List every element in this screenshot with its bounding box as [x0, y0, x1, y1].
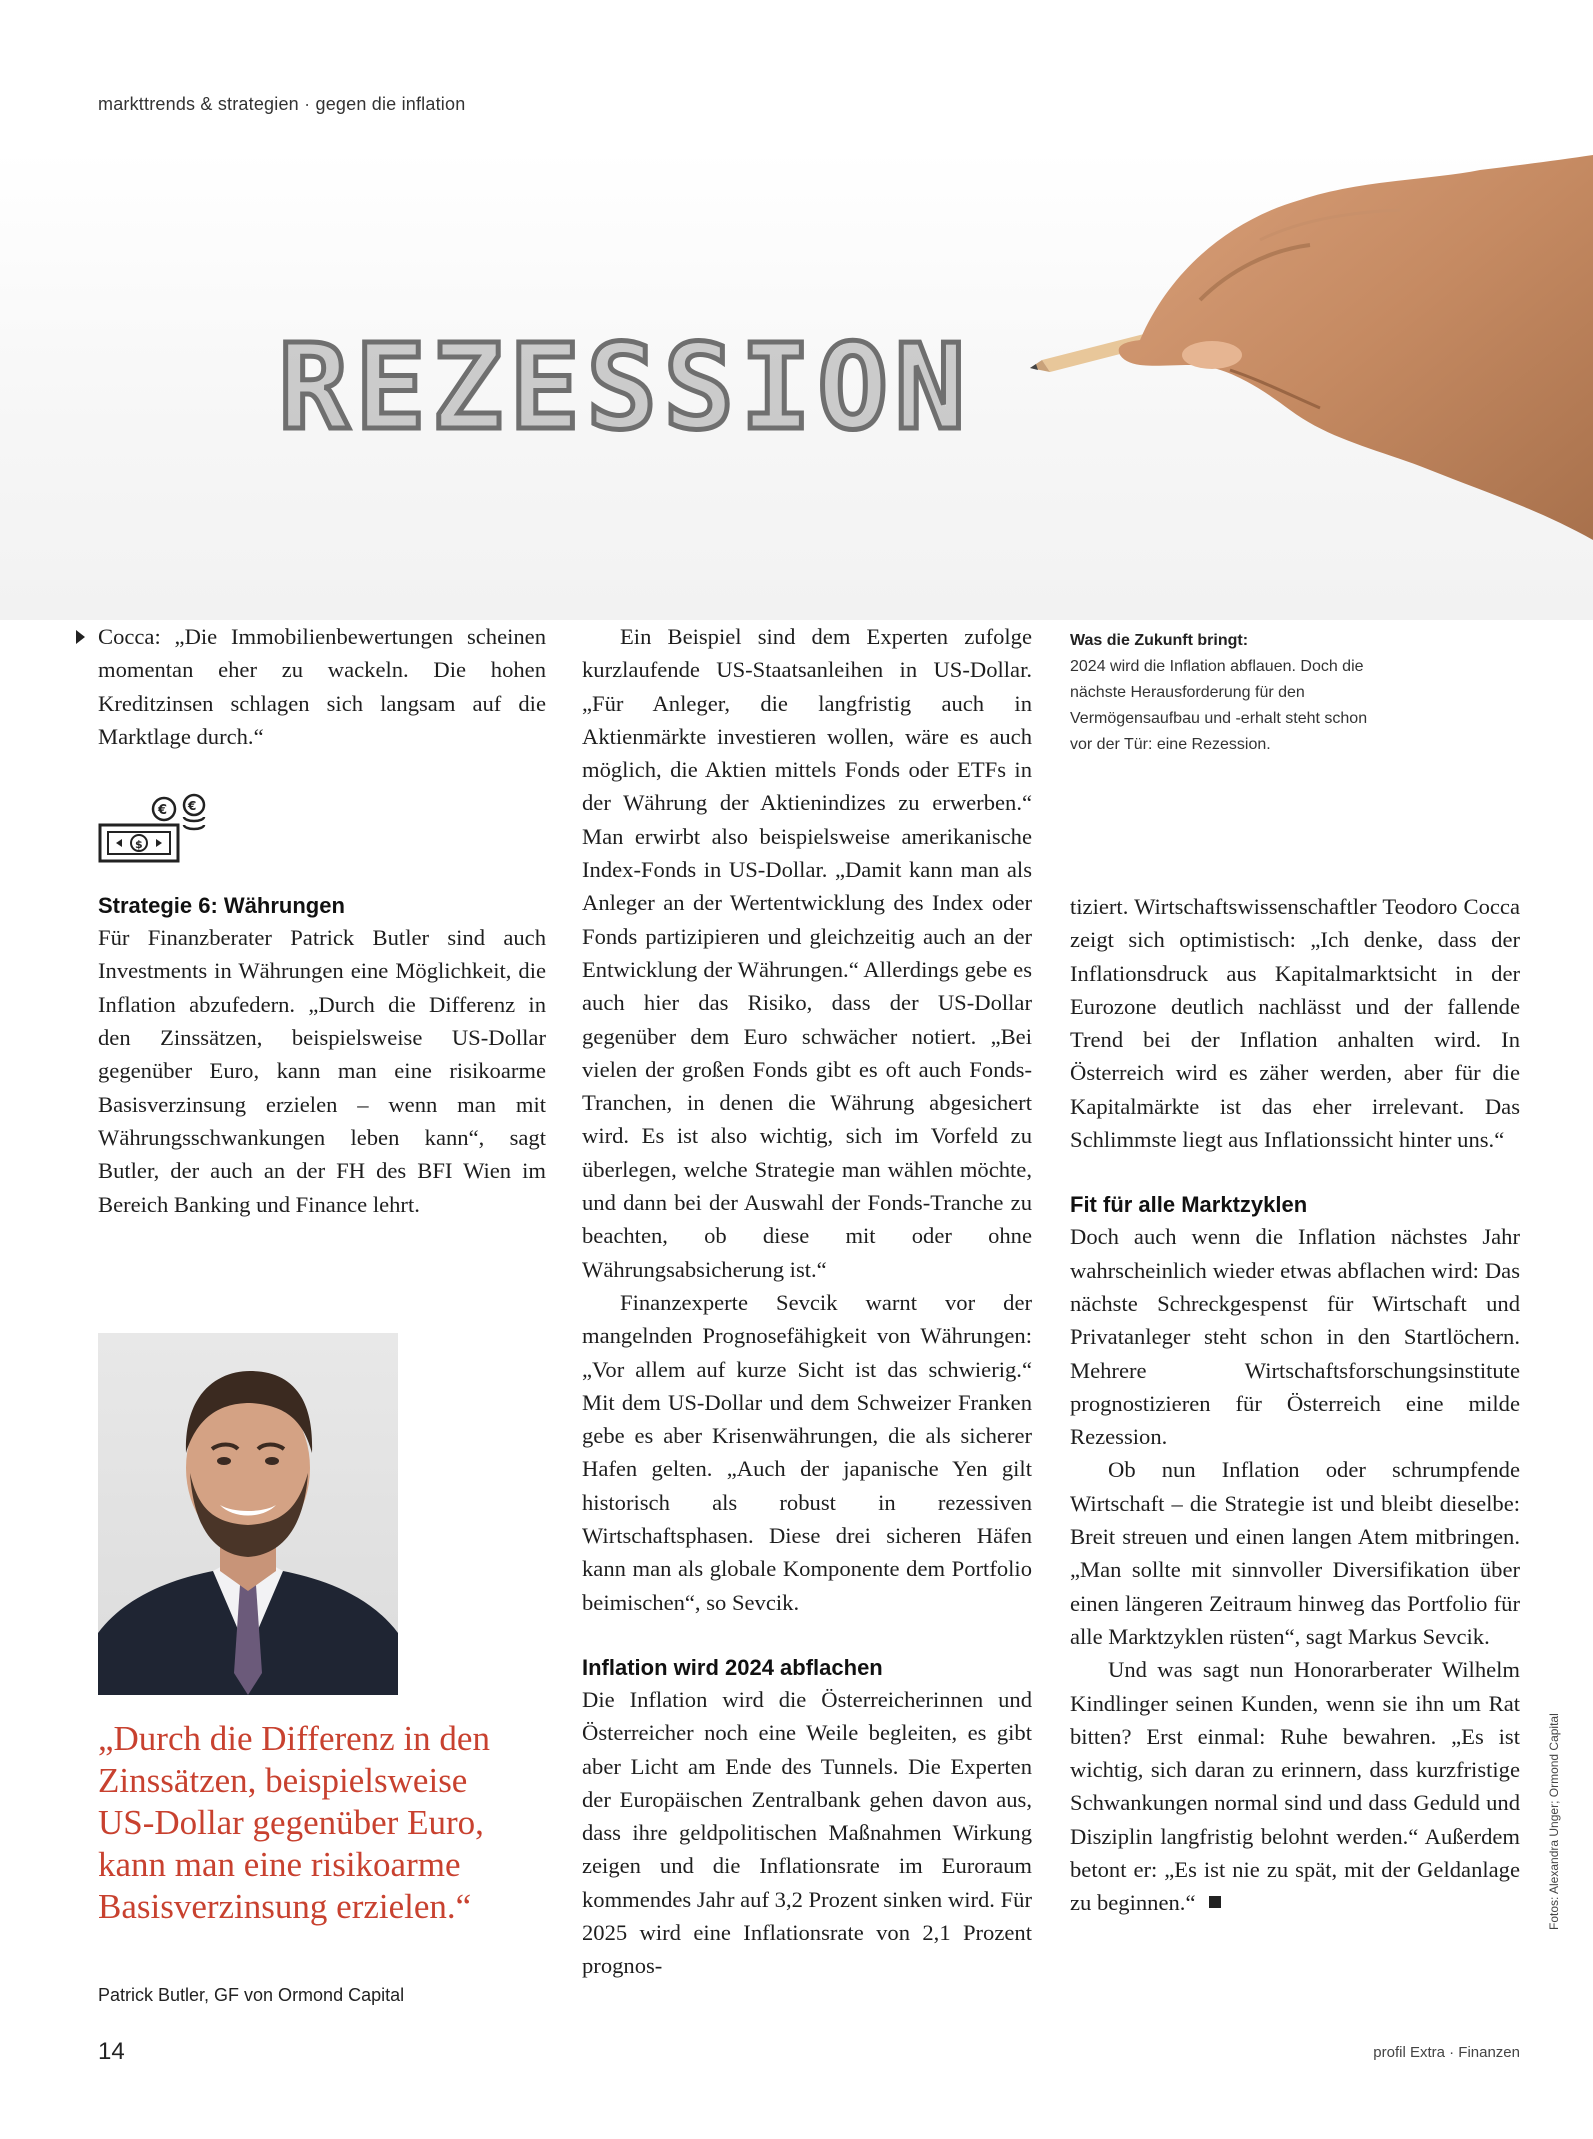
col2-paragraph-3: Die Inflation wird die Österreicherinnen und Österreicher noch eine Weile begleiten, es gibt aber Licht am Ende des Tunnels. Die Experten der Europäischen Zentralbank gehen davon aus, dass ihre geldpolitischen Maßnahmen Wirkung zeigen und die Inflationsrate im Euroraum kommendes Jahr auf 3,2 Prozent sinken wird. Für 2025 wird eine Inflationsrate von 2,1 Prozent prognos-: [582, 1686, 1032, 1979]
banknote-coins-icon: [98, 791, 210, 867]
svg-text:€: €: [188, 799, 197, 814]
end-mark-icon: [1209, 1896, 1221, 1908]
body-strategie-6: Für Finanzberater Patrick Butler sind auch Investments in Währungen eine Möglichkeit, die Inflation abzufedern. „Durch die Differenz in den Zinssätzen, beispielsweise US-Dollar gegenüber Euro, kann man eine risikoarme Basisverzinsung erzielen – wenn man mit Währungsschwankungen leben kann“, sagt Butler, der auch an der FH des BFI Wien im Bereich Banking und Finance lehrt.: [98, 925, 546, 1217]
col3-paragraph-4: [1070, 1653, 1520, 1919]
topic-label: gegen die inflation: [315, 94, 466, 114]
col2-paragraph-1: Ein Beispiel sind dem Experten zufolge kurzlaufende US-Staatsanleihen in US-Dollar. „Für Anleger, die langfristig auch in Aktienmärkte investieren wollen, wäre es auch möglich, die Aktien mittels Fonds oder ETFs in der Währung der Aktienindizes zu erwerben.“ Man erwirbt also beispielsweise amerikanische Index-Fonds in US-Dollar. „Damit kann man als Anleger an der Wertentwicklung des Index oder Fonds partizipieren und gleichzeitig auch an der Entwicklung der Währungen.“ Allerdings gebe es auch hier das Risiko, dass der US-Dollar gegenüber dem Euro schwächer notiert. „Bei vielen der großen Fonds gibt es oft auch Fonds-Tranchen, in denen die Währung abgesichert wird. Es ist also wichtig, sich im Vorfeld zu überlegen, welche Strategie man wählen möchte, und dann bei der Auswahl der Fonds-Tranche zu beachten, ob diese mit oder ohne Währungsabsicherung ist.“: [582, 624, 1032, 1282]
heading-strategie-6: Strategie 6: Währungen: [98, 893, 345, 919]
svg-text:€: €: [158, 803, 168, 819]
column-1: [98, 620, 546, 1221]
column-3: [1070, 890, 1520, 1920]
photo-caption: [1070, 628, 1370, 758]
pull-quote-credit: Patrick Butler, GF von Ormond Capital: [98, 1985, 405, 2005]
hero-word: REZESSION: [278, 318, 972, 456]
heading-inflation-2024: Inflation wird 2024 abflachen: [582, 1654, 883, 1680]
caption-text: 2024 wird die Inflation abflauen. Doch die nächste Herausforderung für den Vermögensaufbau und -erhalt steht schon vor der Tür: eine Rezession.: [1070, 658, 1368, 753]
lead-text: Cocca: „Die Immobilienbewertungen scheinen momentan eher zu wackeln. Die hohen Kreditzinsen schlagen sich langsam auf die Marktlage durch.“: [98, 624, 546, 749]
column-2: [582, 620, 1032, 1983]
photo-credit: Fotos: Alexandra Unger; Ormond Capital: [1547, 1713, 1561, 1930]
hand-pencil-icon: [1000, 150, 1593, 620]
publication-name: profil Extra · Finanzen: [1373, 2044, 1520, 2061]
col3-paragraph-2: Doch auch wenn die Inflation nächstes Jahr wahrscheinlich wieder etwas abflachen wird: Das nächste Schreckgespenst für Wirtschaft und Privatanleger steht schon in den Startlöchern. Mehrere Wirtschaftsforschungsinstitute prognostizieren für Österreich eine milde Rezession.: [1070, 1224, 1520, 1450]
triangle-marker-icon: [76, 630, 85, 644]
section-label: markttrends & strategien: [98, 94, 299, 114]
hero-image: [0, 150, 1593, 620]
caption-title: Was die Zukunft bringt:: [1070, 632, 1249, 649]
lead-paragraph: [98, 620, 546, 753]
col3-paragraph-3: Ob nun Inflation oder schrumpfende Wirtschaft – die Strategie ist und bleibt dieselbe: Breit streuen und einen langen Atem mitbringen. „Man sollte mit sinnvoller Diversifikation über einen längeren Zeitraum hinweg das Portfolio für alle Marktzyklen rüsten“, sagt Markus Sevcik.: [1070, 1457, 1520, 1649]
running-head: [98, 94, 465, 115]
portrait-illustration: [98, 1333, 398, 1695]
col2-paragraph-2: Finanzexperte Sevcik warnt vor der mangelnden Prognosefähigkeit von Währungen: „Vor allem auf kurze Sicht ist das schwierig.“ Mit dem US-Dollar und dem Schweizer Franken gebe es aber Krisenwährungen, die als sicherer Hafen gelten. „Auch der japanische Yen gilt historisch als robust in rezessiven Wirtschaftsphasen. Diese drei sicheren Häfen kann man als globale Komponente dem Portfolio beimischen“, so Sevcik.: [582, 1289, 1032, 1615]
portrait-photo: [98, 1333, 398, 1695]
col3-paragraph-4-text: Und was sagt nun Honorarberater Wilhelm Kindlinger seinen Kunden, wenn sie ihn um Rat bitten? Erst einmal: Ruhe bewahren. „Es ist wichtig, sich daran zu erinnern, dass kurzfristige Schwankungen normal sind und dass Geduld und Disziplin langfristig belohnt werden.“ Außerdem betont er: „Es ist nie zu spät, mit der Geldanlage zu beginnen.“: [1070, 1657, 1520, 1916]
page-number: 14: [98, 2038, 125, 2065]
col3-paragraph-1: tiziert. Wirtschaftswissenschaftler Teodoro Cocca zeigt sich optimistisch: „Ich denke, dass der Inflationsdruck aus Kapitalmarktsicht in der Eurozone deutlich nachlässt und der fallende Trend bei der Inflation anhalten wird. In Österreich wird es zäher werden, aber für die Kapitalmärkte ist das eher irrelevant. Das Schlimmste liegt aus Inflationssicht hinter uns.“: [1070, 894, 1520, 1153]
heading-fit-marktzyklen: Fit für alle Marktzyklen: [1070, 1192, 1308, 1218]
svg-text:$: $: [135, 838, 143, 852]
header-separator: ·: [304, 94, 311, 114]
pull-quote: „Durch die Differenz in den Zinssätzen, beispielsweise US-Dollar gegenüber Euro, kann man eine risikoarme Basisverzinsung erzielen.“: [98, 1719, 490, 1926]
